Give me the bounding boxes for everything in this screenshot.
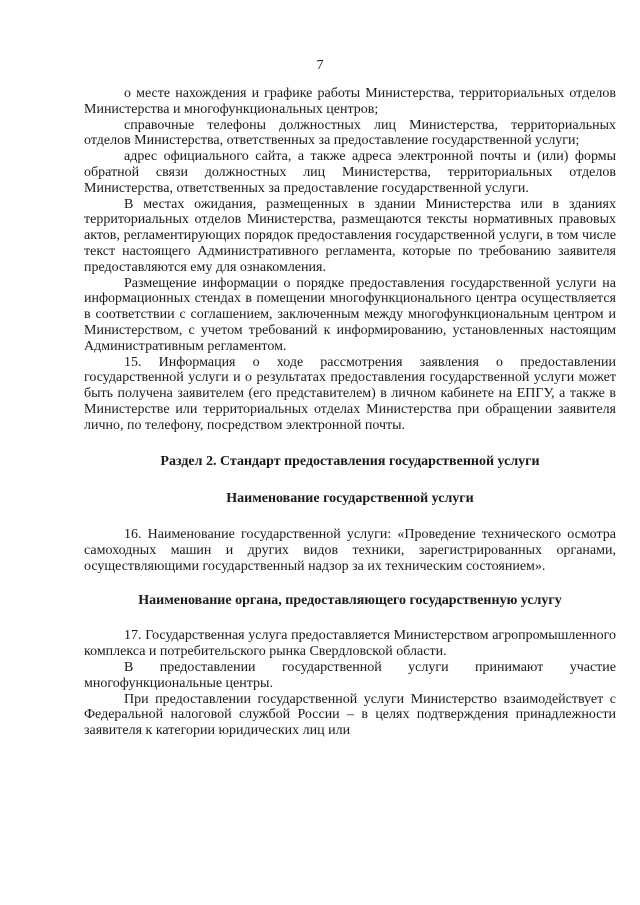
subheading-service-name: Наименование государственной услуги (226, 491, 474, 507)
document-body (84, 86, 616, 739)
paragraph-15: 15. Информация о ходе рассмотрения заявления о предоставлении государственной услуги и о результатах предоставления государственной услуги может быть получена заявителем (его представителем) в личном кабинете на ЕПГУ, а также в Министерстве или территориальных отделах Министерства при обращении заявителя лично, по телефону, посредством электронной почты. (84, 354, 616, 433)
subheading-organ: Наименование органа, предоставляющего государственную услугу (138, 592, 562, 608)
paragraph-location-info: о месте нахождения и графике работы Министерства, территориальных отделов Министерства и многофункциональных центров; (84, 86, 616, 117)
page-number: 7 (316, 58, 324, 73)
section-heading: Раздел 2. Стандарт предоставления государственной услуги (160, 453, 540, 469)
paragraph-website-info: адрес официального сайта, а также адреса электронной почты и (или) формы обратной связи должностных лиц Министерства, территориальных отделов Министерства, ответственных за предоставление государственной услуги. (84, 149, 616, 196)
paragraph-mfc-participation: В предоставлении государственной услуги принимают участие многофункциональные центры. (84, 659, 616, 691)
paragraph-phone-info: справочные телефоны должностных лиц Министерства, территориальных отделов Министерства, ответственных за предоставление государственной услуги; (84, 117, 616, 149)
paragraph-info-stands: Размещение информации о порядке предоставления государственной услуги на информационных стендах в помещении многофункционального центра осуществляется в соответствии с соглашением, заключенным между многофункциональным центром и Министерством, с учетом требований к информированию, установленных настоящим Административным регламентом. (84, 275, 616, 354)
paragraph-17: 17. Государственная услуга предоставляется Министерством агропромышленного комплекса и потребительского рынка Свердловской области. (84, 628, 616, 660)
paragraph-16: 16. Наименование государственной услуги: «Проведение технического осмотра самоходных машин и других видов техники, зарегистрированных органами, осуществляющими государственный надзор за их техническим состоянием». (84, 527, 616, 574)
paragraph-waiting-area: В местах ожидания, размещенных в здании Министерства или в зданиях территориальных отделов Министерства, размещаются тексты нормативных правовых актов, регламентирующих порядок предоставления государственной услуги, в том числе текст настоящего Административного регламента, которые по требованию заявителя предоставляются ему для ознакомления. (84, 196, 616, 275)
paragraph-interaction: При предоставлении государственной услуги Министерство взаимодействует с Федеральной налоговой службой России – в целях подтверждения принадлежности заявителя к категории юридических лиц или (84, 691, 616, 739)
